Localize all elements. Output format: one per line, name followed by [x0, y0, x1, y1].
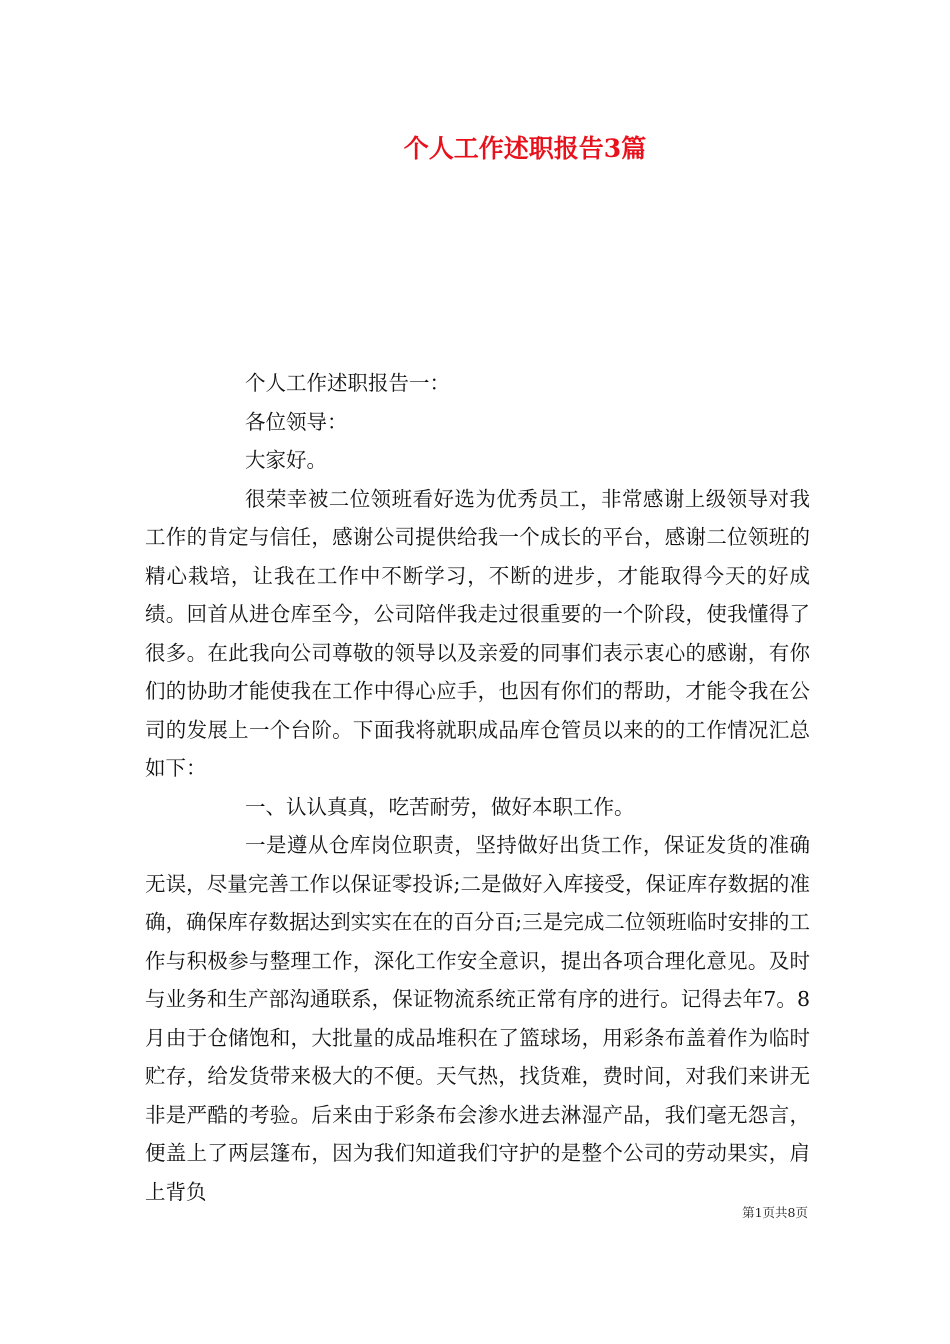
paragraph-section-body: 一是遵从仓库岗位职责，坚持做好出货工作，保证发货的准确无误，尽量完善工作以保证零投诉;二是做好入库接受，保证库存数据的准确，确保库存数据达到实实在在的百分百;三是完成二位领班临时安排的工作与积极参与整理工作，深化工作安全意识，提出各项合理化意见。及时与业务和生产部沟通联系，保证物流系统正常有序的进行。记得去年7。8月由于仓储饱和，大批量的成品堆积在了篮球场，用彩条布盖着作为临时贮存，给发货带来极大的不便。天气热，找货难，费时间，对我们来讲无非是严酷的考验。后来由于彩条布会渗水进去淋湿产品，我们毫无怨言，便盖上了两层篷布，因为我们知道我们守护的是整个公司的劳动果实，肩上背负	[145, 833, 810, 1204]
document-title: 个人工作述职报告3篇	[403, 134, 647, 163]
paragraph-intro: 很荣幸被二位领班看好选为优秀员工，非常感谢上级领导对我工作的肯定与信任，感谢公司提供给我一个成长的平台，感谢二位领班的精心栽培，让我在工作中不断学习，不断的进步，才能取得今天的好成绩。回首从进仓库至今，公司陪伴我走过很重要的一个阶段，使我懂得了很多。在此我向公司尊敬的领导以及亲爱的同事们表示衷心的感谢，有你们的协助才能使我在工作中得心应手，也因有你们的帮助，才能令我在公司的发展上一个台阶。下面我将就职成品库仓管员以来的的工作情况汇总如下：	[145, 486, 810, 780]
paragraph-greeting: 大家好。	[245, 448, 327, 472]
page-footer	[0, 1203, 808, 1221]
paragraph-section-heading: 一、认认真真，吃苦耐劳，做好本职工作。	[245, 794, 635, 819]
page-number: 第1页共8页	[742, 1205, 808, 1220]
paragraph-heading: 个人工作述职报告一：	[245, 371, 450, 395]
paragraph-salutation: 各位领导：	[245, 409, 348, 434]
document-body	[145, 364, 810, 1211]
